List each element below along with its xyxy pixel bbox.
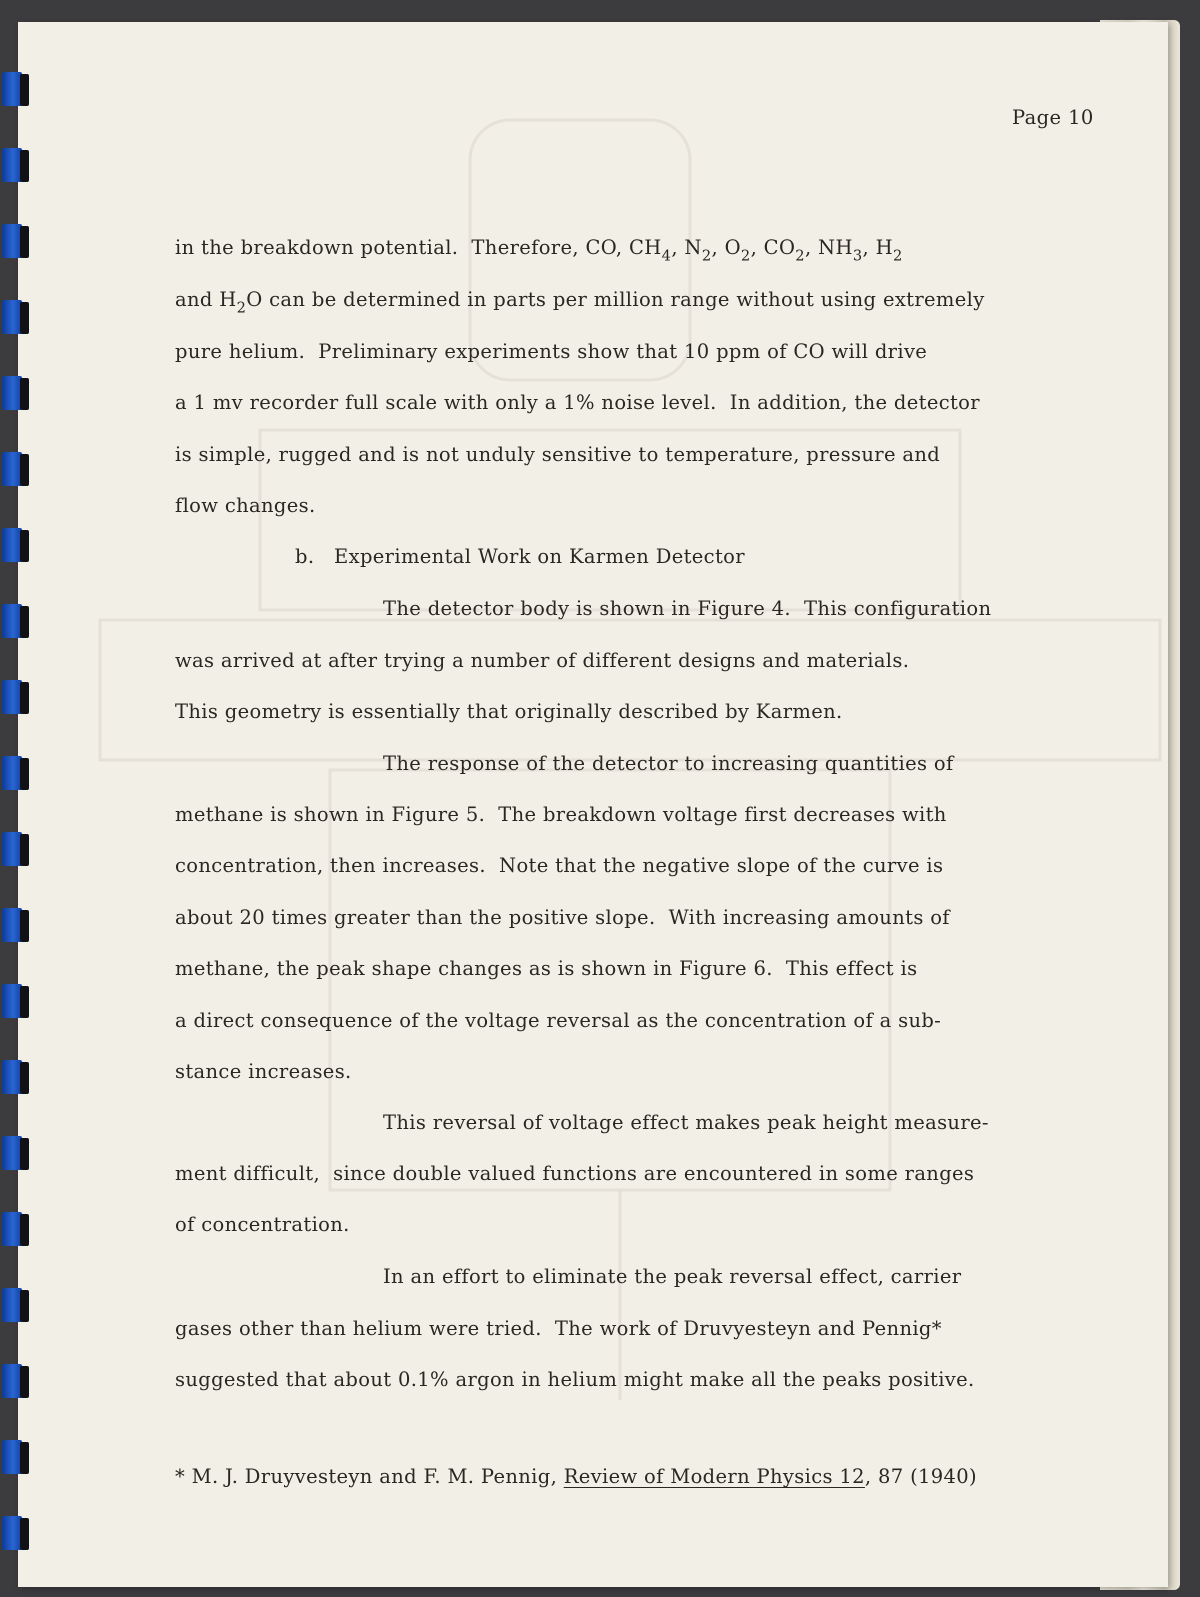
body-line: of concentration. <box>175 1213 350 1236</box>
binding-coil <box>2 376 28 410</box>
body-line: a direct consequence of the voltage reversal as the concentration of a sub- <box>175 1009 942 1032</box>
binding-coil <box>2 300 28 334</box>
body-line: and $H_2O$ can be determined in parts per million range without using extremely <box>175 288 985 317</box>
body-line: methane, the peak shape changes as is shown in Figure 6. This effect is <box>175 957 918 980</box>
binding-coil <box>2 832 28 866</box>
binding-coil <box>2 528 28 562</box>
spiral-binding <box>0 22 26 1587</box>
body-line: flow changes. <box>175 494 316 517</box>
binding-coil <box>2 1440 28 1474</box>
body-line: about 20 times greater than the positive slope. With increasing amounts of <box>175 906 950 929</box>
footnote: * M. J. Druyvesteyn and F. M. Pennig, Review of Modern Physics 12, 87 (1940) <box>175 1465 978 1488</box>
body-line: is simple, rugged and is not unduly sensitive to temperature, pressure and <box>175 443 941 466</box>
body-line: pure helium. Preliminary experiments show that 10 ppm of CO will drive <box>175 340 928 363</box>
body-line: a 1 mv recorder full scale with only a 1% noise level. In addition, the detector <box>175 391 980 414</box>
binding-coil <box>2 1212 28 1246</box>
binding-coil <box>2 1516 28 1550</box>
body-line: ment difficult, since double valued functions are encountered in some ranges <box>175 1162 975 1185</box>
binding-coil <box>2 680 28 714</box>
section-heading: b. Experimental Work on Karmen Detector <box>295 545 745 568</box>
body-line: stance increases. <box>175 1060 352 1083</box>
body-line: in the breakdown potential. Therefore, CO, $CH_4$, $N_2$, $O_2$, $CO_2$, $NH_3$, $H_2$ <box>175 236 903 265</box>
binding-coil <box>2 908 28 942</box>
page-number: Page 10 <box>1012 106 1094 129</box>
binding-coil <box>2 984 28 1018</box>
binding-coil <box>2 452 28 486</box>
body-line: was arrived at after trying a number of different designs and materials. <box>175 649 910 672</box>
body-line: methane is shown in Figure 5. The breakdown voltage first decreases with <box>175 803 947 826</box>
binding-coil <box>2 224 28 258</box>
body-line: suggested that about 0.1% argon in helium might make all the peaks positive. <box>175 1368 975 1391</box>
binding-coil <box>2 756 28 790</box>
binding-coil <box>2 1060 28 1094</box>
body-line: concentration, then increases. Note that the negative slope of the curve is <box>175 854 944 877</box>
binding-coil <box>2 72 28 106</box>
binding-coil <box>2 1288 28 1322</box>
body-line: The response of the detector to increasing quantities of <box>383 752 954 775</box>
binding-coil <box>2 1136 28 1170</box>
binding-coil <box>2 604 28 638</box>
binding-coil <box>2 1364 28 1398</box>
body-line: In an effort to eliminate the peak reversal effect, carrier <box>383 1265 962 1288</box>
binding-coil <box>2 148 28 182</box>
body-line: The detector body is shown in Figure 4. This configuration <box>383 597 992 620</box>
footnote-journal-title: Review of Modern Physics 12 <box>563 1465 865 1488</box>
body-line: This geometry is essentially that originally described by Karmen. <box>175 700 843 723</box>
body-line: This reversal of voltage effect makes peak height measure- <box>383 1111 989 1134</box>
body-line: gases other than helium were tried. The work of Druvyesteyn and Pennig* <box>175 1317 942 1340</box>
